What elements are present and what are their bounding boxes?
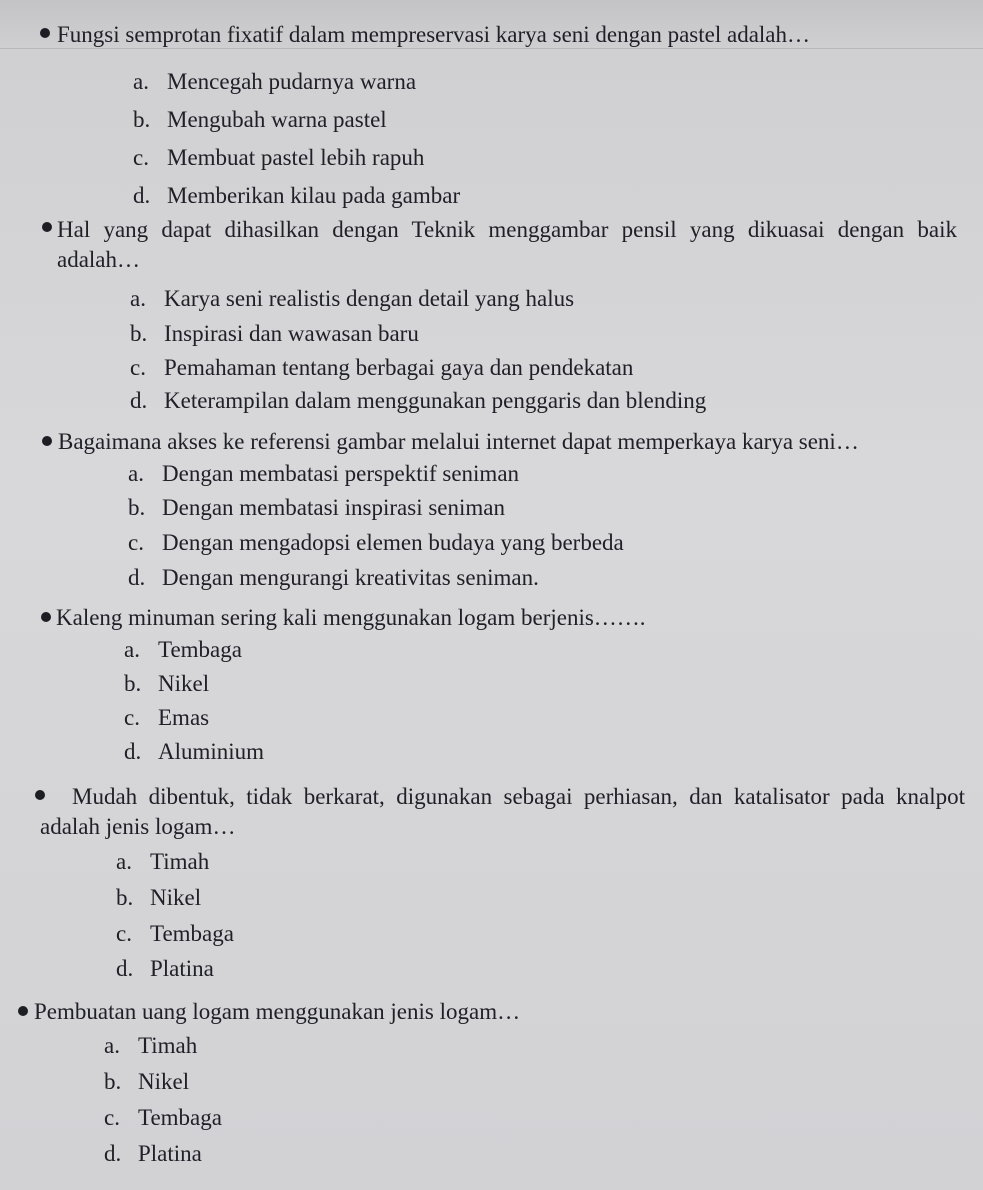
option-c: c. Emas [124,705,210,730]
option-d: d. Platina [104,1141,202,1166]
question-text: Mudah dibentuk, tidak berkarat, digunakan sebagai perhiasan, dan katalisator pada knalpot adalah jenis logam… [40,784,965,839]
bullet-icon [41,612,51,622]
option-c: c. Pemahaman tentang berbagai gaya dan pendekatan [130,355,634,380]
option-c: c. Membuat pastel lebih rapuh [133,145,425,170]
option-b: b. Nikel [124,671,210,696]
option-d: d. Aluminium [124,739,265,764]
question-text: Hal yang dapat dihasilkan dengan Teknik menggambar pensil yang dikuasai dengan baik adalah… [57,217,957,272]
bullet-icon [42,222,52,232]
question-text: Pembuatan uang logam menggunakan jenis logam… [34,999,521,1024]
option-c: c. Tembaga [116,921,234,946]
question-text: Fungsi semprotan fixatif dalam mempreservasi karya seni dengan pastel adalah… [57,22,811,47]
option-a: a. Mencegah pudarnya warna [133,69,417,94]
option-a: a. Timah [116,849,210,874]
option-a: a. Karya seni realistis dengan detail yang halus [130,286,575,311]
question-text: Bagaimana akses ke referensi gambar melalui internet dapat memperkaya karya seni… [58,429,859,454]
bullet-icon [18,1006,28,1016]
question-text: Kaleng minuman sering kali menggunakan logam berjenis……. [56,605,646,630]
option-a: a. Dengan membatasi perspektif seniman [128,461,520,486]
option-c: c. Dengan mengadopsi elemen budaya yang berbeda [128,530,624,555]
option-b: b. Mengubah warna pastel [133,107,387,132]
option-d: d. Keterampilan dalam menggunakan penggaris dan blending [130,388,707,413]
option-b: b. Nikel [116,885,202,910]
option-d: d. Memberikan kilau pada gambar [133,183,461,208]
bullet-icon [42,436,52,446]
option-b: b. Dengan membatasi inspirasi seniman [128,495,506,520]
bullet-icon [40,28,50,38]
option-d: d. Platina [116,956,214,981]
option-a: a. Timah [104,1033,198,1058]
option-c: c. Tembaga [104,1105,222,1130]
option-b: b. Inspirasi dan wawasan baru [130,321,419,346]
option-d: d. Dengan mengurangi kreativitas seniman. [128,565,539,590]
option-b: b. Nikel [104,1069,190,1094]
option-a: a. Tembaga [124,637,242,662]
